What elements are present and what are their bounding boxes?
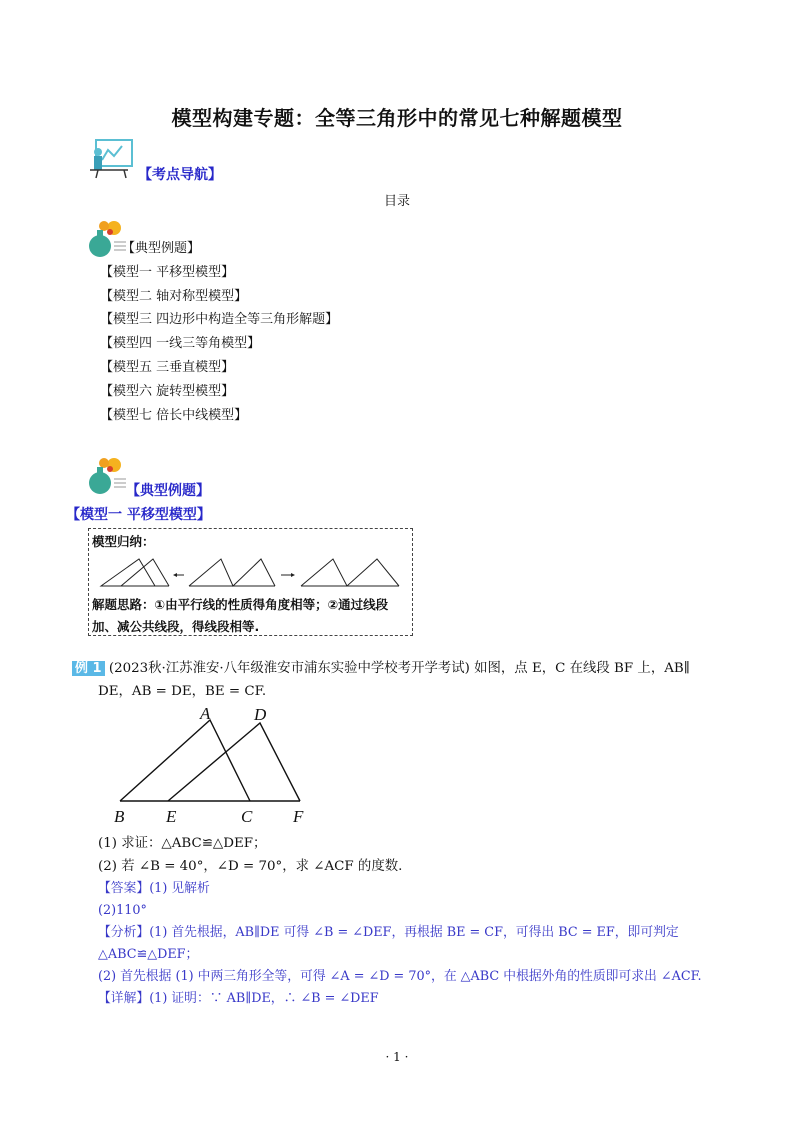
toc-item[interactable]: 【模型三 四边形中构造全等三角形解题】	[100, 312, 339, 328]
question-2: (2) 若 ∠B = 40°，∠D = 70°，求 ∠ACF 的度数.	[98, 859, 403, 874]
toc-item[interactable]: 【模型二 轴对称型模型】	[100, 288, 248, 304]
label-d: D	[254, 705, 267, 724]
toc-item[interactable]: 【模型一 平移型模型】	[100, 264, 235, 280]
model-box-line1: 解题思路：①由平行线的性质得角度相等；②通过线段	[92, 597, 389, 612]
toc-title: 目录	[383, 194, 410, 209]
page-title: 模型构建专题：全等三角形中的常见七种解题模型	[171, 106, 623, 130]
example-line2: DE，AB = DE，BE = CF.	[98, 684, 267, 699]
label-a: A	[200, 704, 211, 723]
toc-item[interactable]: 【模型五 三垂直模型】	[100, 359, 235, 375]
analysis-3: (2) 首先根据 (1) 中两三角形全等，可得 ∠A = ∠D = 70°，在 △ABC 中根据外角的性质即可求出 ∠ACF.	[98, 969, 702, 984]
model1-heading: 【模型一 平移型模型】	[66, 507, 211, 523]
answer-2: (2)110°	[98, 903, 147, 918]
toc-item[interactable]: 【模型六 旋转型模型】	[100, 383, 235, 399]
example-line1: (2023秋·江苏淮安·八年级淮安市浦东实验中学校考开学考试) 如图，点 E，C 在线段 BF 上，AB∥	[108, 661, 690, 676]
detail-1: 【详解】(1) 证明：∵ AB∥DE，∴ ∠B = ∠DEF	[98, 991, 379, 1006]
toc-item[interactable]: 【典型例题】	[122, 241, 201, 256]
model-box-label: 模型归纳：	[92, 534, 155, 549]
label-f: F	[293, 807, 304, 826]
example-badge: 例 1	[72, 661, 105, 676]
label-b: B	[114, 807, 125, 826]
page-number: · 1 ·	[385, 1050, 409, 1064]
analysis-2: △ABC≌△DEF；	[98, 947, 199, 962]
label-c: C	[241, 807, 253, 826]
nav-heading: 【考点导航】	[138, 167, 222, 183]
model-box-line2: 加、减公共线段，得线段相等.	[92, 619, 260, 634]
toc-item[interactable]: 【模型四 一线三等角模型】	[100, 336, 261, 352]
section-heading: 【典型例题】	[126, 483, 210, 499]
analysis-1: 【分析】(1) 首先根据，AB∥DE 可得 ∠B = ∠DEF，再根据 BE = CF，可得出 BC = EF，即可判定	[98, 925, 679, 940]
teacher-board-icon	[88, 138, 136, 180]
flask-icon	[86, 455, 130, 497]
toc-item[interactable]: 【模型七 倍长中线模型】	[100, 407, 248, 423]
question-1: (1) 求证：△ABC≌△DEF；	[98, 836, 267, 851]
label-e: E	[166, 807, 177, 826]
model-summary-box	[88, 528, 413, 636]
triangle-figure	[110, 702, 330, 827]
answer-1: 【答案】(1) 见解析	[98, 881, 210, 896]
translation-model-figure	[89, 551, 412, 591]
toc-list	[100, 237, 338, 427]
example-1-statement	[72, 657, 732, 680]
